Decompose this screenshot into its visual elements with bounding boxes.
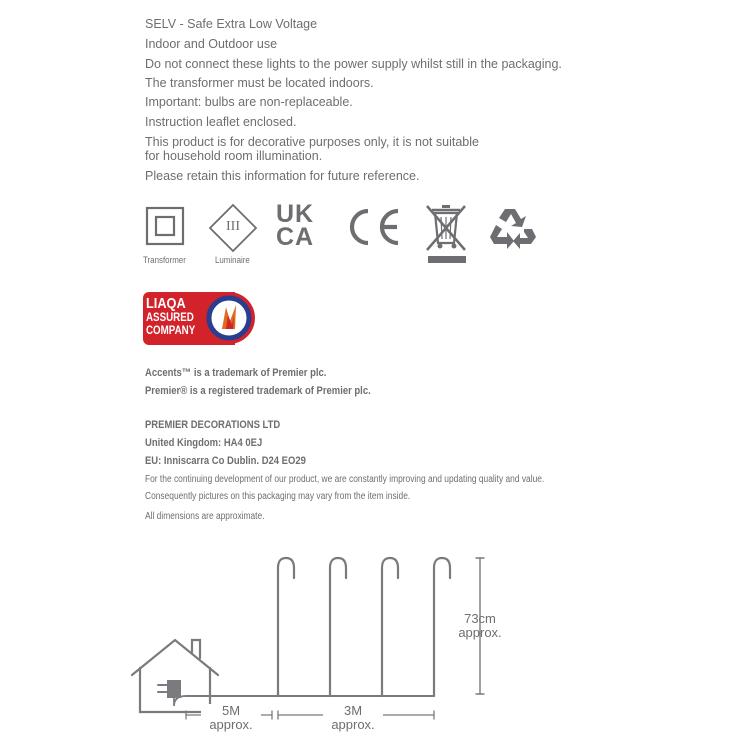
lead-value: 5M [201, 704, 261, 717]
recycle-icon [488, 205, 538, 249]
liaqa-badge [143, 292, 254, 345]
disclaimer-line: All dimensions are approximate. [145, 511, 265, 522]
liaqa-title: LIAQA [146, 295, 186, 312]
disclaimer-line: Consequently pictures on this packaging may vary from the item inside. [145, 491, 411, 502]
trademark-accents: Accents™ is a trademark of Premier plc. [145, 367, 327, 379]
stake-light [330, 558, 346, 696]
transformer-plug-icon [167, 680, 181, 698]
safety-line: Please retain this information for future reference. [145, 169, 420, 183]
lead-approx: approx. [201, 718, 261, 731]
safety-line: Do not connect these lights to the power supply whilst still in the packaging. [145, 57, 562, 71]
stake-light [382, 558, 398, 696]
disclaimer-line: For the continuing development of our product, we are constantly improving and updating quality and value. [145, 474, 545, 485]
safety-line: The transformer must be located indoors. [145, 76, 374, 90]
ce-mark-icon [344, 207, 404, 247]
luminaire-glyph: III [226, 219, 240, 234]
transformer-caption: Transformer [143, 255, 186, 265]
stake-light [278, 558, 294, 696]
safety-line: for household room illumination. [145, 149, 323, 163]
ukca-bottom: CA [276, 223, 315, 251]
liaqa-assured: ASSURED [146, 312, 194, 324]
safety-line: SELV - Safe Extra Low Voltage [145, 17, 318, 31]
luminaire-caption: Luminaire [215, 255, 250, 265]
liaqa-seal-icon [202, 291, 257, 346]
liaqa-company: COMPANY [146, 325, 196, 337]
span-value: 3M [323, 704, 383, 717]
safety-line: Instruction leaflet enclosed. [145, 115, 297, 129]
company-uk-address: United Kingdom: HA4 0EJ [145, 437, 263, 449]
company-name: PREMIER DECORATIONS LTD [145, 419, 281, 431]
company-eu-address: EU: Inniscarra Co Dublin. D24 EO29 [145, 455, 306, 467]
height-approx: approx. [458, 625, 502, 640]
safety-line: Indoor and Outdoor use [145, 37, 278, 51]
stake-light [434, 558, 450, 696]
weee-crossed-bin-icon [424, 203, 468, 265]
safety-line: This product is for decorative purposes only, it is not suitable [145, 135, 479, 149]
trademark-premier: Premier® is a registered trademark of Premier plc. [145, 385, 371, 397]
span-approx: approx. [323, 718, 383, 731]
class-ii-transformer-icon [145, 206, 185, 246]
height-value: 73cm [464, 611, 496, 626]
ukca-mark [276, 200, 315, 251]
ukca-top: UK [276, 200, 315, 228]
safety-line: Important: bulbs are non-replaceable. [145, 95, 353, 109]
